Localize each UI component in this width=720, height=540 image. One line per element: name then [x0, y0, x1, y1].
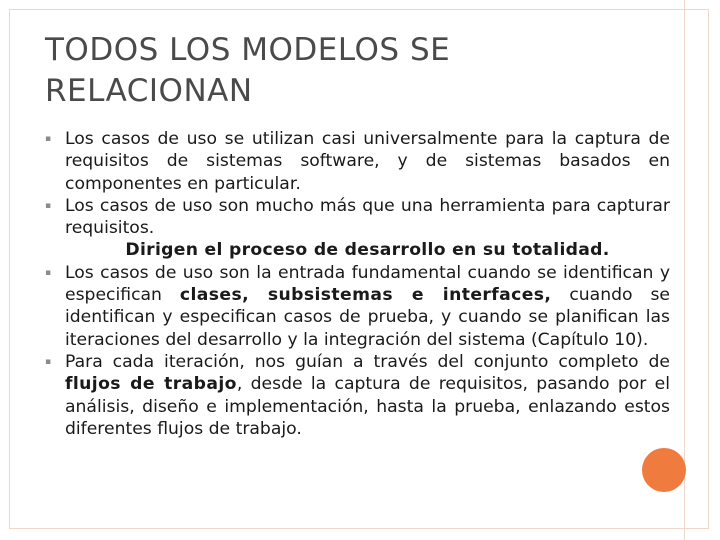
- vertical-rule: [684, 0, 685, 540]
- bullet-text: Para cada iteración, nos guían a través del conjunto completo de: [65, 351, 670, 372]
- bullet-text: Los casos de uso son mucho más que una herramienta para capturar requisitos.: [65, 195, 670, 239]
- slide-title: TODOS LOS MODELOS SE RELACIONAN: [45, 32, 451, 109]
- bullet-item-3: [45, 262, 670, 351]
- bullet-text: Los casos de uso son la entrada fundamental cuando se identifican y especifican: [65, 262, 670, 306]
- bullet-icon: ▪: [45, 267, 52, 278]
- bullet-icon: ▪: [45, 134, 52, 144]
- slide-body: [45, 128, 670, 440]
- bullet-text: Los casos de uso se utilizan casi universalmente para la captura de requisitos de sistemas software, y de sistemas basados en componentes en particular.: [65, 129, 670, 194]
- bullet-item-1: [45, 128, 670, 195]
- highlight-line: Dirigen el proceso de desarrollo en su totalidad.: [125, 240, 610, 261]
- bullet-text: cuando se identifican y especifican casos de prueba, y cuando se planifican las iteraciones del desarrollo y la integración del sistema (Capítulo 10).: [65, 285, 670, 350]
- bullet-text: , desde la captura de requisitos, pasando por el análisis, diseño e implementación, hasta la prueba, enlazando estos diferentes flujos de trabajo.: [65, 374, 671, 439]
- bullet-item-4: [45, 351, 670, 440]
- bullet-icon: ▪: [45, 200, 52, 211]
- accent-circle: [642, 448, 686, 492]
- bullet-icon: ▪: [45, 356, 52, 367]
- bullet-bold-text: flujos de trabajo: [65, 374, 237, 395]
- bullet-bold-text: clases, subsistemas e interfaces,: [179, 285, 552, 306]
- bullet-item-2: [45, 195, 670, 240]
